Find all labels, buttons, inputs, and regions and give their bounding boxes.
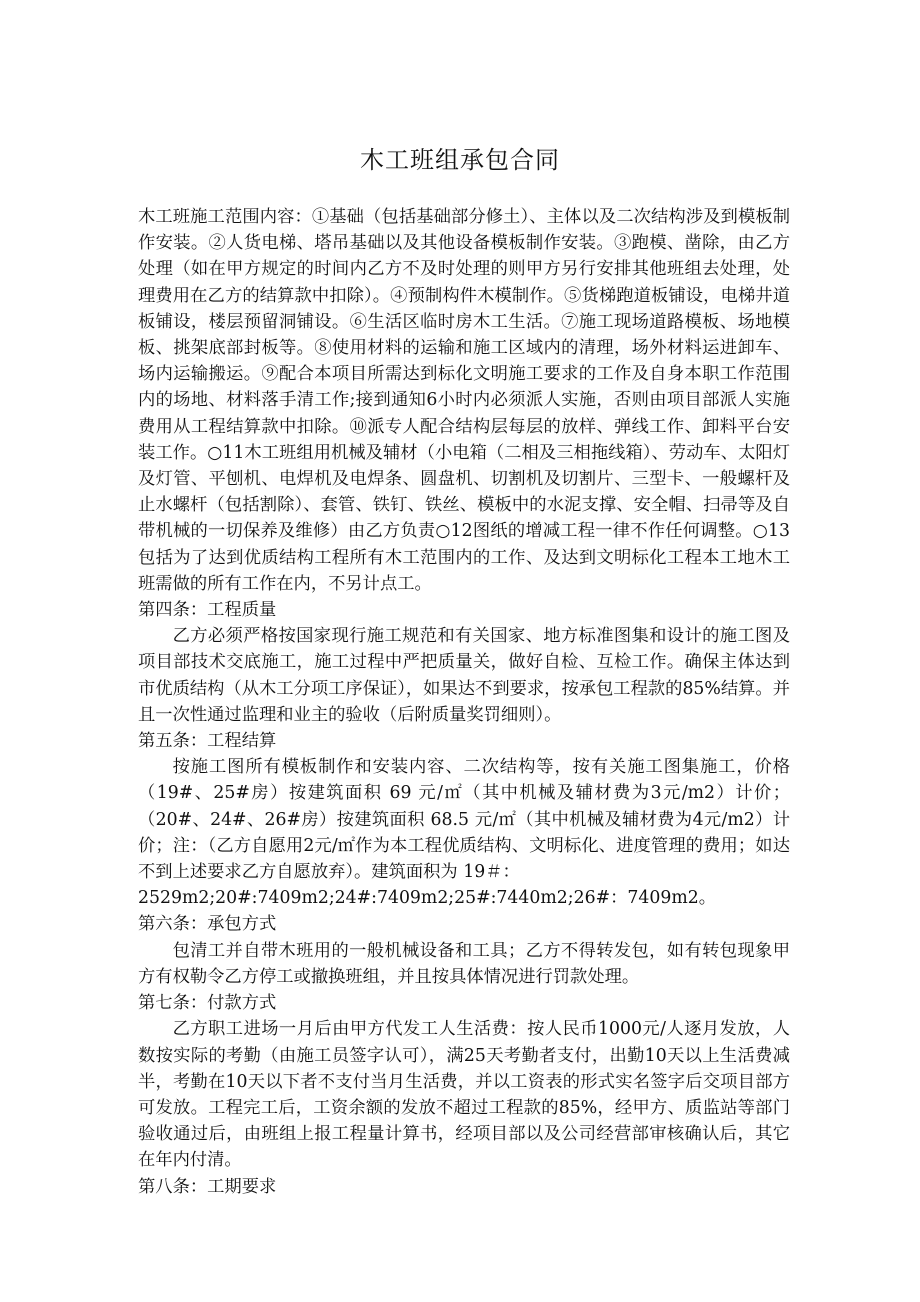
- article-4-heading: 第四条：工程质量: [138, 600, 277, 621]
- document-body: [138, 204, 790, 1200]
- article-5-heading: 第五条：工程结算: [138, 731, 277, 752]
- building-area-line: 2529m2;20#:7409m2;24#:7409m2;25#:7440m2;26#：7409m2。: [138, 888, 717, 909]
- article-6-heading: 第六条：承包方式: [138, 914, 277, 935]
- article-4-paragraph: 乙方必须严格按国家现行施工规范和有关国家、地方标准图集和设计的施工图及项目部技术交底施工，施工过程中严把质量关，做好自检、互检工作。确保主体达到市优质结构（从木工分项工序保证），如果达不到要求，按承包工程款的85%结算。并且一次性通过监理和业主的验收（后附质量奖罚细则）。: [138, 626, 790, 725]
- article-6-paragraph: 包清工并自带木班用的一般机械设备和工具；乙方不得转发包，如有转包现象甲方有权勒令乙方停工或撤换班组，并且按具体情况进行罚款处理。: [138, 940, 790, 987]
- article-8-heading: 第八条：工期要求: [138, 1176, 277, 1197]
- article-5-paragraph: 按施工图所有模板制作和安装内容、二次结构等，按有关施工图集施工，价格（19#、25#房）按建筑面积 69 元/㎡（其中机械及辅材费为3元/m2）计价；（20#、24#、26#房）按建筑面积 68.5 元/㎡（其中机械及辅材费为4元/m2）计价；注：（乙方自愿用2元/㎡作为本工程优质结构、文明标化、进度管理的费用；如达不到上述要求乙方自愿放弃）。建筑面积为 19＃：: [138, 757, 790, 883]
- document-title: 木工班组承包合同: [360, 146, 560, 174]
- article-7-heading: 第七条：付款方式: [138, 993, 277, 1014]
- article-7-paragraph: 乙方职工进场一月后由甲方代发工人生活费：按人民币1000元/人逐月发放，人数按实际的考勤（由施工员签字认可），满25天考勤者支付，出勤10天以上生活费减半，考勤在10天以下者不支付当月生活费，并以工资表的形式实名签字后交项目部方可发放。工程完工后，工资余额的发放不超过工程款的85%，经甲方、质监站等部门验收通过后，由班组上报工程量计算书，经项目部以及公司经营部审核确认后，其它在年内付清。: [138, 1019, 790, 1171]
- scope-of-work-paragraph: 木工班施工范围内容：①基础（包括基础部分修土）、主体以及二次结构涉及到模板制作安装。②人货电梯、塔吊基础以及其他设备模板制作安装。③跑模、凿除，由乙方处理（如在甲方规定的时间内乙方不及时处理的则甲方另行安排其他班组去处理，处理费用在乙方的结算款中扣除）。④预制构件木模制作。⑤货梯跑道板铺设，电梯井道板铺设，楼层预留洞铺设。⑥生活区临时房木工生活。⑦施工现场道路模板、场地模板、挑架底部封板等。⑧使用材料的运输和施工区域内的清理，场外材料运进卸车、场内运输搬运。⑨配合本项目所需达到标化文明施工要求的工作及自身本职工作范围内的场地、材料落手清工作;接到通知6小时内必须派人实施，否则由项目部派人实施费用从工程结算款中扣除。⑩派专人配合结构层每层的放样、弹线工作、卸料平台安装工作。○11木工班组用机械及辅材（小电箱（二相及三相拖线箱）、劳动车、太阳灯及灯管、平刨机、电焊机及电焊条、圆盘机、切割机及切割片、三型卡、一般螺杆及止水螺杆（包括割除）、套管、铁钉、铁丝、模板中的水泥支撑、安全帽、扫帚等及自带机械的一切保养及维修）由乙方负责○12图纸的增减工程一律不作任何调整。○13包括为了达到优质结构工程所有木工范围内的工作、及达到文明标化工程本工地木工班需做的所有工作在内，不另计点工。: [138, 207, 790, 594]
